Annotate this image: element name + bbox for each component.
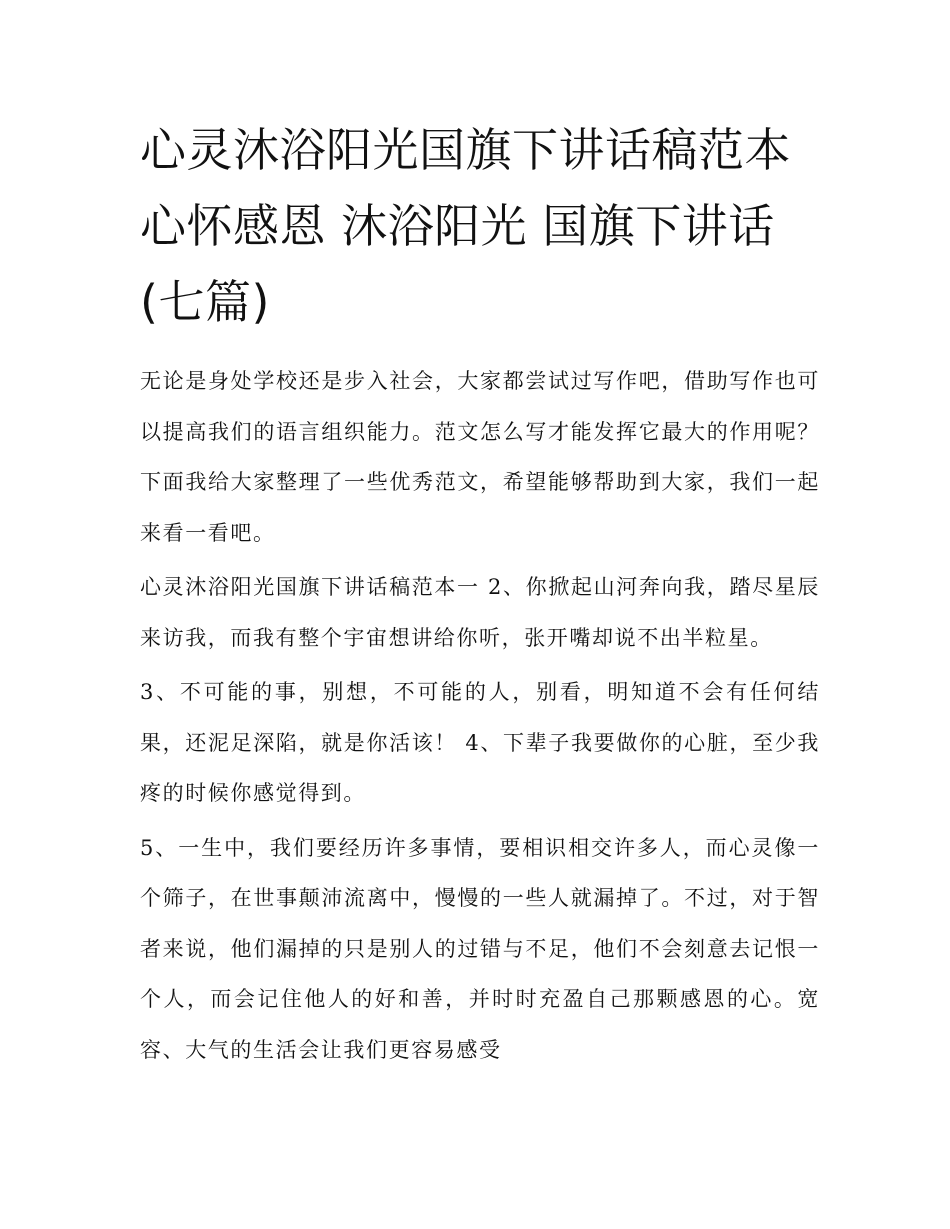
paragraph-item-5: 5、一生中，我们要经历许多事情，要相识相交许多人，而心灵像一个筛子，在世事颠沛流离中，慢慢的一些人就漏掉了。不过，对于智者来说，他们漏掉的只是别人的过错与不足，他们不会刻意去记恨一个人，而会记住他人的好和善，并时时充盈自己那颗感恩的心。宽容、大气的生活会让我们更容易感受 xyxy=(140,835,820,1062)
paragraph-items-3-4: 3、不可能的事，别想，不可能的人，别看，明知道不会有任何结果，还泥足深陷，就是你活该！ 4、下辈子我要做你的心脏，至少我疼的时候你感觉得到。 xyxy=(140,680,820,805)
document-title: 心灵沐浴阳光国旗下讲话稿范本 心怀感恩 沐浴阳光 国旗下讲话(七篇) xyxy=(140,123,791,329)
paragraph-item-2: 心灵沐浴阳光国旗下讲话稿范本一 2、你掀起山河奔向我，踏尽星辰来访我，而我有整个宇宙想讲给你听，张开嘴却说不出半粒星。 xyxy=(140,575,820,650)
document-body xyxy=(140,356,820,1075)
paragraph-intro: 无论是身处学校还是步入社会，大家都尝试过写作吧，借助写作也可以提高我们的语言组织能力。范文怎么写才能发挥它最大的作用呢？下面我给大家整理了一些优秀范文，希望能够帮助到大家，我们一起来看一看吧。 xyxy=(140,369,820,545)
document-page xyxy=(140,112,820,1079)
